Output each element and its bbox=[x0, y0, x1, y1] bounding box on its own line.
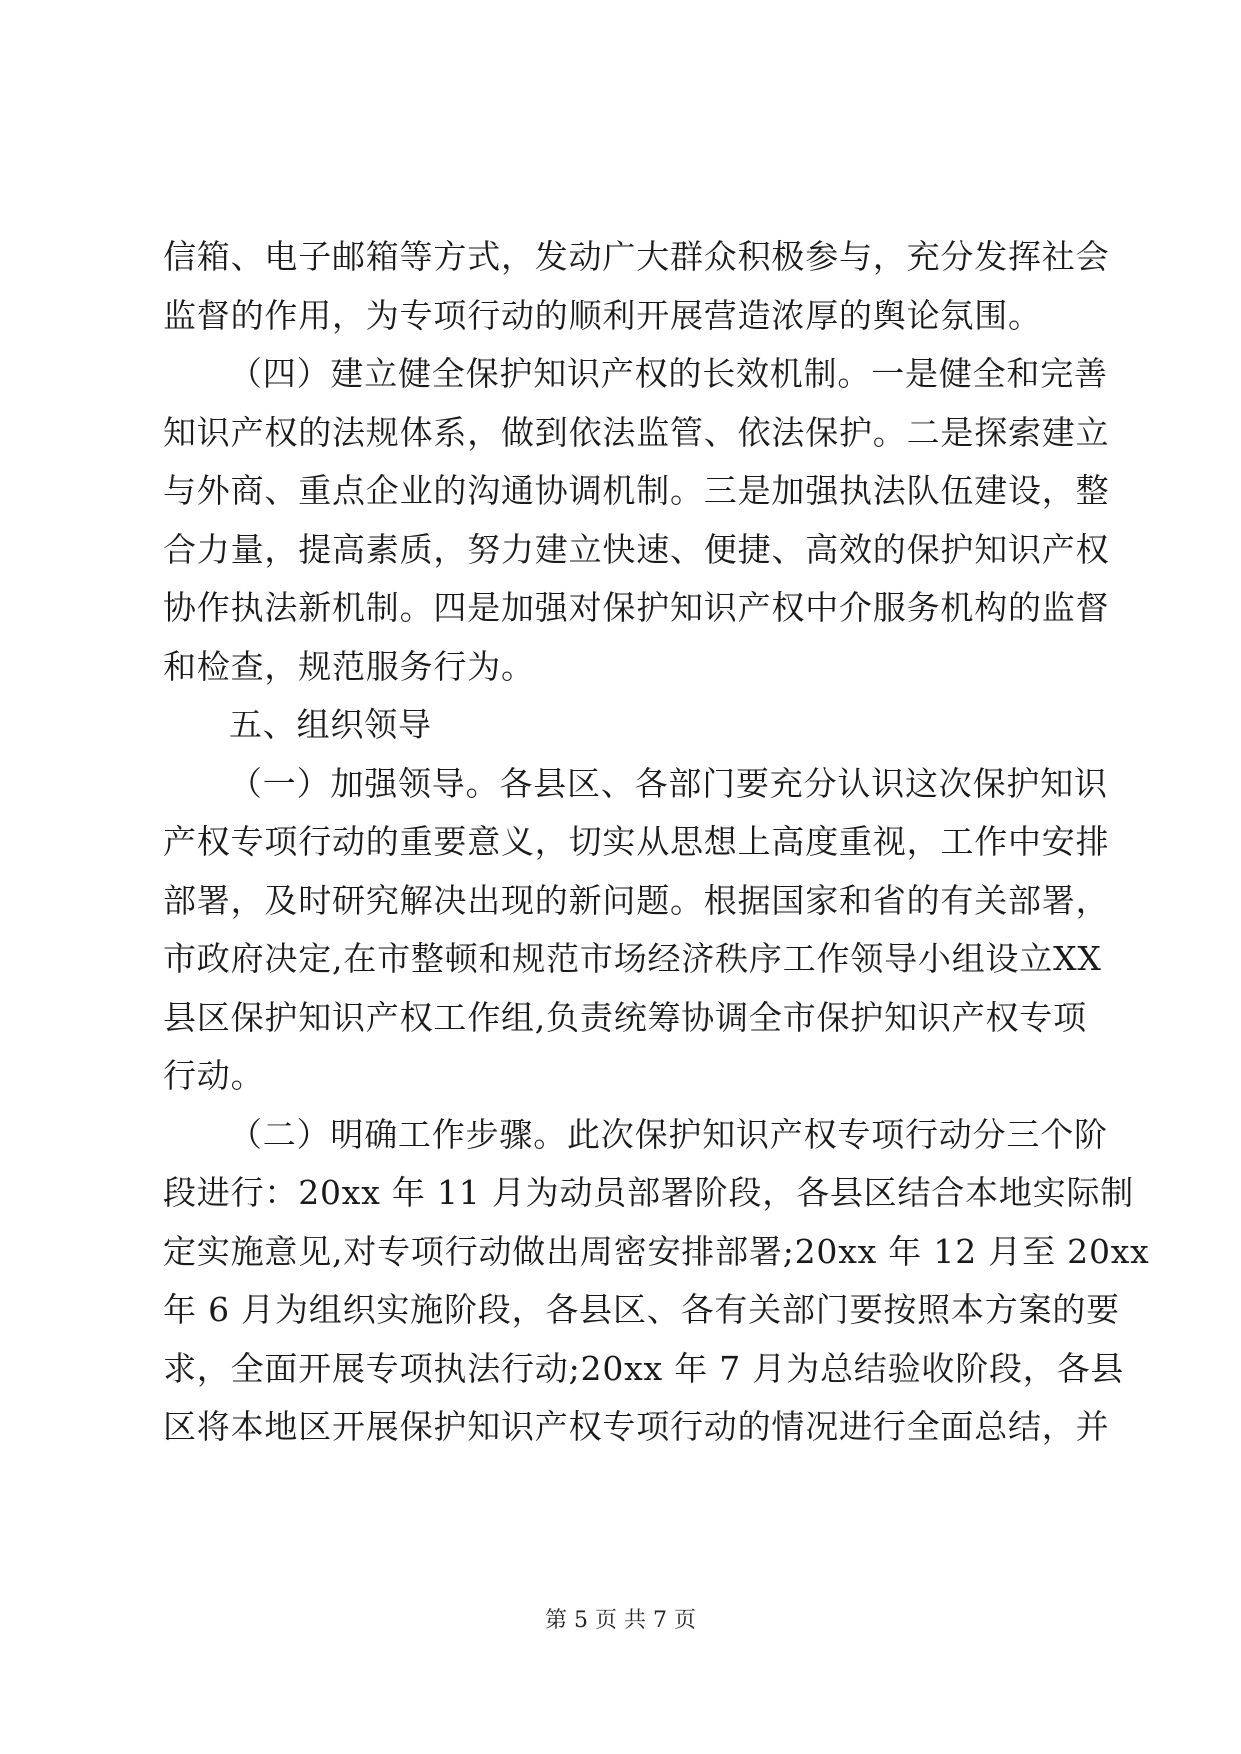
text-line: 求，全面开展专项执法行动;20xx 年 7 月为总结验收阶段，各县 bbox=[163, 1348, 1125, 1388]
text-line: 合力量，提高素质，努力建立快速、便捷、高效的保护知识产权 bbox=[163, 529, 1110, 569]
text-line: 年 6 月为组织实施阶段，各县区、各有关部门要按照本方案的要 bbox=[163, 1290, 1120, 1329]
text-line: 协作执法新机制。四是加强对保护知识产权中介服务机构的监督 bbox=[163, 588, 1110, 627]
paragraph-start-line: （二）明确工作步骤。此次保护知识产权专项行动分三个阶 bbox=[229, 1114, 1108, 1154]
text-line: 信箱、电子邮箱等方式，发动广大群众积极参与，充分发挥社会 bbox=[163, 237, 1110, 276]
text-line: 市政府决定,在市整顿和规范市场经济秩序工作领导小组设立XX bbox=[163, 939, 1102, 978]
section-heading: 五、组织领导 bbox=[229, 705, 432, 744]
text-line: 区将本地区开展保护知识产权专项行动的情况进行全面总结，并 bbox=[163, 1407, 1110, 1446]
page-number-footer: 第 5 页 共 7 页 bbox=[545, 1608, 696, 1633]
text-line: 产权专项行动的重要意义，切实从思想上高度重视，工作中安排 bbox=[163, 822, 1110, 861]
text-line: 部署，及时研究解决出现的新问题。根据国家和省的有关部署， bbox=[163, 880, 1110, 920]
text-line: 知识产权的法规体系，做到依法监管、依法保护。二是探索建立 bbox=[163, 412, 1110, 452]
text-line: 和检查，规范服务行为。 bbox=[163, 646, 535, 686]
text-line: 行动。 bbox=[163, 1056, 265, 1095]
text-line: 与外商、重点企业的沟通协调机制。三是加强执法队伍建设，整 bbox=[163, 471, 1110, 510]
text-line: 县区保护知识产权工作组,负责统筹协调全市保护知识产权专项 bbox=[163, 997, 1087, 1037]
text-line: 监督的作用，为专项行动的顺利开展营造浓厚的舆论氛围。 bbox=[163, 295, 1042, 335]
body-text bbox=[163, 228, 1150, 1457]
text-line: 段进行：20xx 年 11 月为动员部署阶段，各县区结合本地实际制 bbox=[163, 1173, 1135, 1212]
text-line: 定实施意见,对专项行动做出周密安排部署;20xx 年 12 月至 20xx bbox=[163, 1231, 1150, 1271]
paragraph-start-line: （四）建立健全保护知识产权的长效机制。一是健全和完善 bbox=[229, 354, 1108, 393]
paragraph-start-line: （一）加强领导。各县区、各部门要充分认识这次保护知识 bbox=[229, 763, 1108, 803]
